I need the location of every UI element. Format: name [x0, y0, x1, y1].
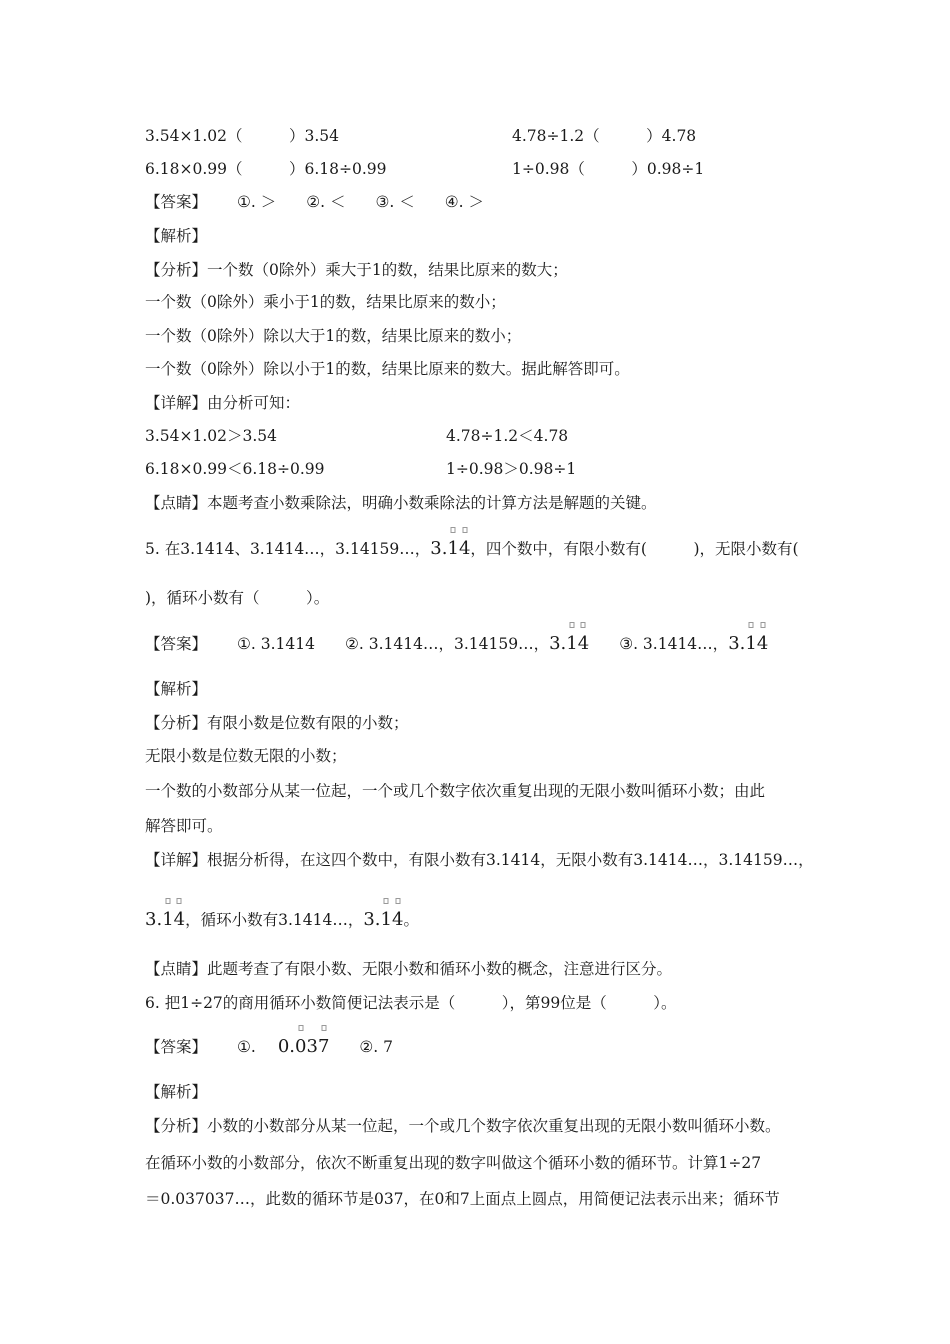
q4-xiangjie-line: [145, 393, 300, 413]
q4-result-1-left: 3.54×1.02＞3.54: [145, 427, 278, 445]
fenxi-text: 一个数（0除外）除以大于1的数，结果比原来的数小；: [145, 327, 522, 345]
q5-stem-line-1: [145, 539, 799, 559]
rec-digit: 4: [458, 538, 471, 559]
rec-digit: 4: [577, 633, 590, 654]
answer-item: ②. 3.1414…，3.14159…，: [345, 635, 550, 653]
answer-tag: 【答案】: [145, 1038, 208, 1056]
rec-int: 0.: [277, 1036, 296, 1057]
q5-fenxi-line: [145, 713, 409, 733]
q6-stem: 6. 把1÷27的商用循环小数简便记法表示是（ ），第99位是（ ）。: [145, 994, 677, 1012]
xiangjie-text: 由分析可知：: [207, 394, 301, 412]
recurring-dot-icon: [384, 898, 389, 904]
recurring-decimal: [278, 1037, 330, 1057]
answer-item: ①.: [237, 1038, 256, 1056]
q5-stem-b: ，四个数中，有限小数有( )，无限小数有(: [470, 540, 799, 558]
analysis-tag: 【解析】: [145, 1083, 208, 1101]
answer-item: ②. ＜: [306, 193, 346, 211]
q4-row2-left: 6.18×0.99（ ）6.18÷0.99: [145, 160, 387, 178]
recurring-dot-icon: [760, 622, 765, 628]
q4-answer-line: [145, 192, 484, 212]
recurring-decimal: [145, 910, 185, 930]
fenxi-text: 一个数（0除外）乘大于1的数，结果比原来的数大；: [207, 261, 568, 279]
recurring-decimal: [430, 539, 470, 559]
answer-tag: 【答案】: [145, 193, 208, 211]
xiangjie-text: 。: [403, 911, 419, 929]
rec-int: 3.: [363, 909, 381, 930]
fenxi-text: 一个数（0除外）除以小于1的数，结果比原来的数大。据此解答即可。: [145, 360, 630, 378]
recurring-decimal: [549, 634, 589, 654]
rec-int: 3.: [549, 633, 567, 654]
recurring-dot-icon: [462, 527, 467, 533]
answer-tag: 【答案】: [145, 635, 208, 653]
answer-item: ③. 3.1414…，: [619, 635, 729, 653]
q4-result-2-right: 1÷0.98＞0.98÷1: [446, 460, 577, 478]
rec-digit: 1: [566, 633, 578, 654]
answer-item: ④. ＞: [444, 193, 485, 211]
rec-digit: 4: [391, 909, 404, 930]
fenxi-text: 在循环小数的小数部分，依次不断重复出现的数字叫做这个循环小数的循环节。计算1÷27: [145, 1154, 762, 1172]
rec-int: 3.: [145, 909, 163, 930]
recurring-dot-icon: [177, 898, 182, 904]
q5-xiangjie-line: [145, 850, 814, 870]
fenxi-text: 一个数的小数部分从某一位起，一个或几个数字依次重复出现的无限小数叫循环小数；由此: [145, 782, 766, 800]
recurring-dot-icon: [570, 622, 575, 628]
q4-row1-left: 3.54×1.02（ ）3.54: [145, 127, 340, 145]
q5-xiangjie-line-2: [145, 910, 419, 930]
fenxi-text: 有限小数是位数有限的小数；: [207, 714, 409, 732]
dianjing-tag: 【点睛】: [145, 494, 208, 512]
q4-result-2-left: 6.18×0.99＜6.18÷0.99: [145, 460, 325, 478]
rec-digit: 1: [380, 909, 392, 930]
recurring-decimal: [728, 634, 768, 654]
rec-digit: 3: [306, 1036, 318, 1057]
recurring-dot-icon: [165, 898, 170, 904]
fenxi-text: 无限小数是位数无限的小数；: [145, 747, 347, 765]
q5-answer-line: [145, 634, 768, 654]
xiangjie-tag: 【详解】: [145, 394, 208, 412]
recurring-dot-icon: [321, 1025, 326, 1031]
fenxi-text: 一个数（0除外）乘小于1的数，结果比原来的数小；: [145, 293, 506, 311]
fenxi-tag: 【分析】: [145, 261, 208, 279]
rec-digit: 1: [745, 633, 757, 654]
recurring-dot-icon: [581, 622, 586, 628]
q5-dianjing-line: [145, 959, 672, 979]
fenxi-text: ＝0.037037…，此数的循环节是037，在0和7上面点上圆点，用简便记法表示出来；循环节: [145, 1190, 780, 1208]
recurring-dot-icon: [395, 898, 400, 904]
xiangjie-text: ，循环小数有3.1414…，: [185, 911, 364, 929]
q4-result-1-right: 4.78÷1.2＜4.78: [446, 427, 569, 445]
recurring-dot-icon: [298, 1025, 303, 1031]
answer-item: ①. 3.1414: [237, 635, 315, 653]
dianjing-text: 本题考查小数乘除法，明确小数乘除法的计算方法是解题的关键。: [207, 494, 657, 512]
rec-digit: 4: [756, 633, 769, 654]
rec-digit: 1: [162, 909, 174, 930]
recurring-dot-icon: [451, 527, 456, 533]
rec-int: 3.: [728, 633, 746, 654]
rec-digit: 0: [295, 1036, 307, 1057]
q4-row1-right: 4.78÷1.2（ ）4.78: [512, 127, 697, 145]
fenxi-text: 解答即可。: [145, 817, 223, 835]
q4-row2-right: 1÷0.98（ ）0.98÷1: [512, 160, 705, 178]
answer-item: ②. 7: [359, 1038, 394, 1056]
xiangjie-tag: 【详解】: [145, 851, 208, 869]
fenxi-text: 小数的小数部分从某一位起，一个或几个数字依次重复出现的无限小数叫循环小数。: [207, 1117, 781, 1135]
q6-fenxi-line: [145, 1116, 781, 1136]
fenxi-tag: 【分析】: [145, 714, 208, 732]
fenxi-tag: 【分析】: [145, 1117, 208, 1135]
q5-stem-line-2: )，循环小数有（ ）。: [145, 589, 330, 607]
rec-digit: 1: [447, 538, 459, 559]
analysis-tag: 【解析】: [145, 227, 208, 245]
recurring-decimal: [363, 910, 403, 930]
rec-int: 3.: [430, 538, 448, 559]
answer-item: ①. ＞: [237, 193, 277, 211]
analysis-tag: 【解析】: [145, 680, 208, 698]
q5-stem-a: 5. 在3.1414、3.1414…，3.14159…，: [145, 540, 431, 558]
q6-answer-line: [145, 1037, 393, 1057]
rec-digit: 4: [173, 909, 186, 930]
q4-dianjing-line: [145, 493, 657, 513]
dianjing-tag: 【点睛】: [145, 960, 208, 978]
dianjing-text: 此题考查了有限小数、无限小数和循环小数的概念，注意进行区分。: [207, 960, 673, 978]
q4-fenxi-line: [145, 260, 568, 280]
rec-digit: 7: [317, 1036, 330, 1057]
xiangjie-text: 根据分析得，在这四个数中，有限小数有3.1414，无限小数有3.1414…，3.14159…，: [207, 851, 814, 869]
recurring-dot-icon: [749, 622, 754, 628]
answer-item: ③. ＜: [375, 193, 415, 211]
